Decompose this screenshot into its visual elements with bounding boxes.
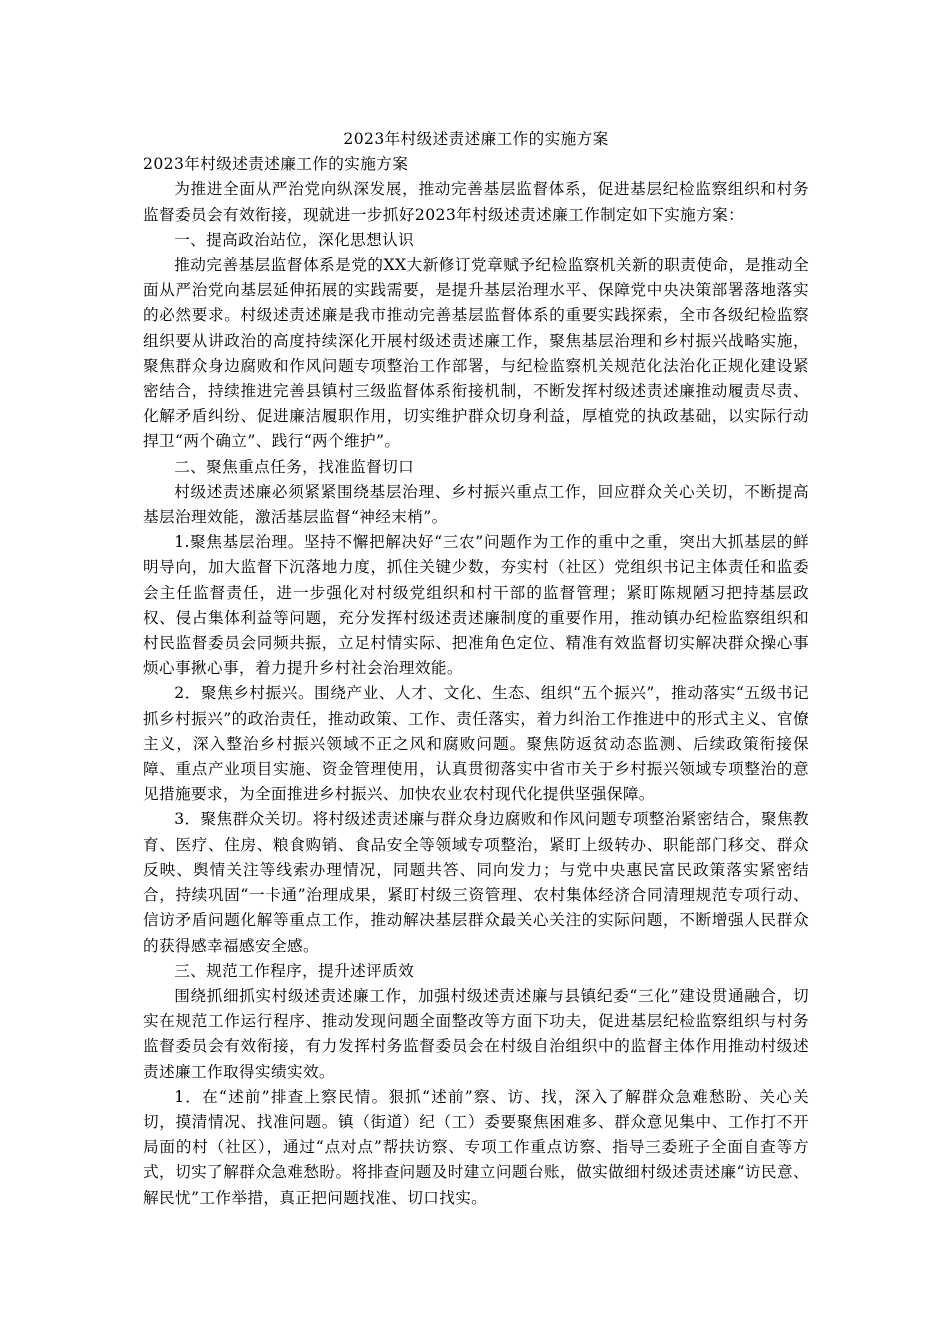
section-3-paragraph: 围绕抓细抓实村级述责述廉工作，加强村级述责述廉与县镇纪委“三化”建设贯通融合，切实在规范工作运行程序、推动发现问题全面整改等方面下功夫，促进基层纪检监察组织与村务监督委员会有效衔接，有力发挥村务监督委员会在村级自治组织中的监督主体作用推动村级述责述廉工作取得实绩实效。 — [143, 986, 809, 1081]
section-2-heading: 二、聚焦重点任务，找准监督切口 — [174, 457, 415, 476]
section-2-item-1: 1.聚焦基层治理。坚持不懈把解决好“三农”问题作为工作的重中之重，突出大抓基层的鲜明导向，加大监督下沉落地力度，抓住关键少数，夯实村（社区）党组织书记主体责任和监委会主任监督责任，进一步强化对村级党组织和村干部的监督管理；紧盯陈规陋习把持基层政权、侵占集体利益等问题，充分发挥村级述责述廉制度的重要作用，推动镇办纪检监察组织和村民监督委员会同频共振，立足村情实际、把准角色定位、精准有效监督切实解决群众操心事烦心事揪心事，着力提升乡村社会治理效能。 — [143, 533, 809, 678]
intro-paragraph: 为推进全面从严治党向纵深发展，推动完善基层监督体系，促进基层纪检监察组织和村务监督委员会有效衔接，现就进一步抓好2023年村级述责述廉工作制定如下实施方案： — [143, 180, 809, 224]
section-2-item-3: 3．聚焦群众关切。将村级述责述廉与群众身边腐败和作风问题专项整治紧密结合，聚焦教育、医疗、住房、粮食购销、食品安全等领域专项整治，紧盯上级转办、职能部门移交、群众反映、舆情关注等线索办理情况，同题共答、同向发力；与党中央惠民富民政策落实紧密结合，持续巩固“一卡通”治理成果，紧盯村级三资管理、农村集体经济合同清理规范专项行动、信访矛盾问题化解等重点工作，推动解决基层群众最关心关注的实际问题，不断增强人民群众的获得感幸福感安全感。 — [143, 810, 809, 955]
section-1-paragraph: 推动完善基层监督体系是党的XX大新修订党章赋予纪检监察机关新的职责使命，是推动全面从严治党向基层延伸拓展的实践需要，是提升基层治理水平、保障党中央决策部署落地落实的必然要求。村级述责述廉是我市推动完善基层监督体系的重要实践探索，全市各级纪检监察组织要从讲政治的高度持续深化开展村级述责述廉工作，聚焦基层治理和乡村振兴战略实施，聚焦群众身边腐败和作风问题专项整治工作部署，与纪检监察机关规范化法治化正规化建设紧密结合，持续推进完善县镇村三级监督体系衔接机制，不断发挥村级述责述廉推动履责尽责、化解矛盾纠纷、促进廉洁履职作用，切实维护群众切身利益，厚植党的执政基础，以实际行动捍卫“两个确立”、践行“两个维护”。 — [143, 256, 809, 451]
document-body — [143, 127, 809, 1211]
section-3-heading: 三、规范工作程序，提升述评质效 — [174, 961, 415, 980]
section-2-paragraph: 村级述责述廉必须紧紧围绕基层治理、乡村振兴重点工作，回应群众关心关切，不断提高基层治理效能，激活基层监督“神经末梢”。 — [143, 482, 809, 527]
section-3-item-1: 1．在“述前”排查上察民情。狠抓“述前”察、访、找，深入了解群众急难愁盼、关心关切，摸清情况、找准问题。镇（街道）纪（工）委要聚焦困难多、群众意见集中、工作打不开局面的村（社区），通过“点对点”帮扶访察、专项工作重点访察、指导三委班子全面自查等方式，切实了解群众急难愁盼。将排查问题及时建立问题台账，做实做细村级述责述廉“访民意、解民忧”工作举措，真正把问题找准、切口找实。 — [143, 1087, 809, 1207]
document-title: 2023年村级述责述廉工作的实施方案 — [343, 130, 609, 148]
section-1-heading: 一、提高政治站位，深化思想认识 — [174, 230, 415, 249]
section-2-item-2: 2．聚焦乡村振兴。围绕产业、人才、文化、生态、组织“五个振兴”，推动落实“五级书记抓乡村振兴”的政治责任，推动政策、工作、责任落实，着力纠治工作推进中的形式主义、官僚主义，深入整治乡村振兴领域不正之风和腐败问题。聚焦防返贫动态监测、后续政策衔接保障、重点产业项目实施、资金管理使用，认真贯彻落实中省市关于乡村振兴领域专项整治的意见措施要求，为全面推进乡村振兴、加快农业农村现代化提供坚强保障。 — [143, 684, 809, 804]
document-subtitle: 2023年村级述责述廉工作的实施方案 — [143, 155, 409, 174]
